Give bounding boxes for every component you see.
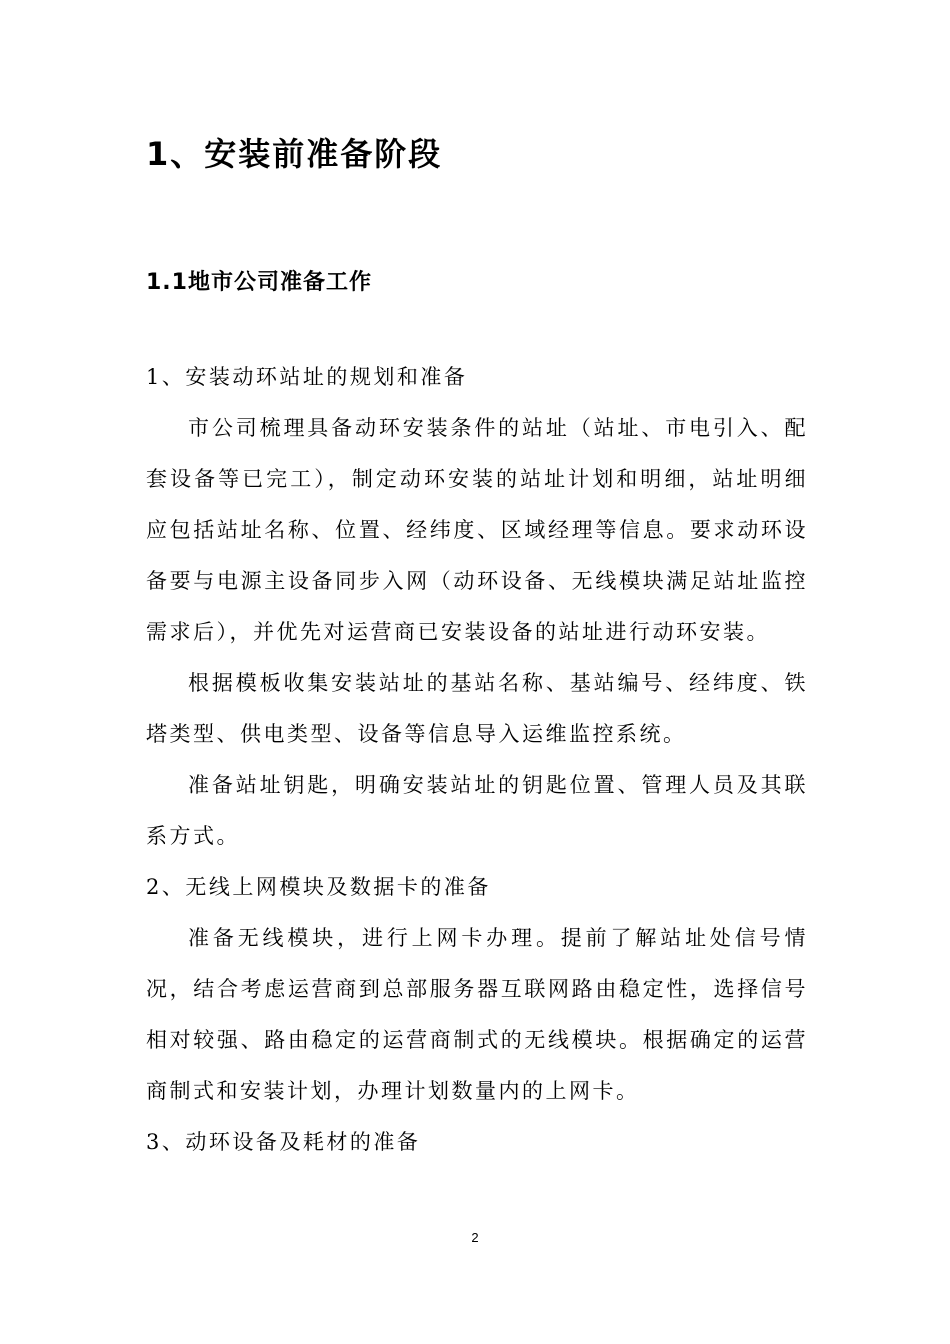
paragraph: 准备站址钥匙，明确安装站址的钥匙位置、管理人员及其联系方式。 — [146, 773, 808, 848]
page-number: 2 — [471, 1230, 479, 1245]
paragraph: 市公司梳理具备动环安装条件的站址（站址、市电引入、配套设备等已完工），制定动环安装的站址计划和明细，站址明细应包括站址名称、位置、经纬度、区域经理等信息。要求动环设备要与电源主设备同步入网（动环设备、无线模块满足站址监控需求后），并优先对运营商已安装设备的站址进行动环安装。 — [146, 416, 808, 644]
section-heading: 1.1地市公司准备工作 — [146, 270, 372, 295]
list-item-heading: 3、动环设备及耗材的准备 — [146, 1130, 421, 1154]
paragraph: 根据模板收集安装站址的基站名称、基站编号、经纬度、铁塔类型、供电类型、设备等信息导入运维监控系统。 — [146, 671, 808, 746]
list-item-heading: 1、安装动环站址的规划和准备 — [146, 365, 468, 389]
chapter-heading: 1、安装前准备阶段 — [146, 135, 443, 173]
paragraph: 准备无线模块，进行上网卡办理。提前了解站址处信号情况，结合考虑运营商到总部服务器互联网路由稳定性，选择信号相对较强、路由稳定的运营商制式的无线模块。根据确定的运营商制式和安装计划，办理计划数量内的上网卡。 — [146, 926, 808, 1103]
body-text — [146, 352, 808, 1168]
list-item-heading: 2、无线上网模块及数据卡的准备 — [146, 875, 491, 899]
